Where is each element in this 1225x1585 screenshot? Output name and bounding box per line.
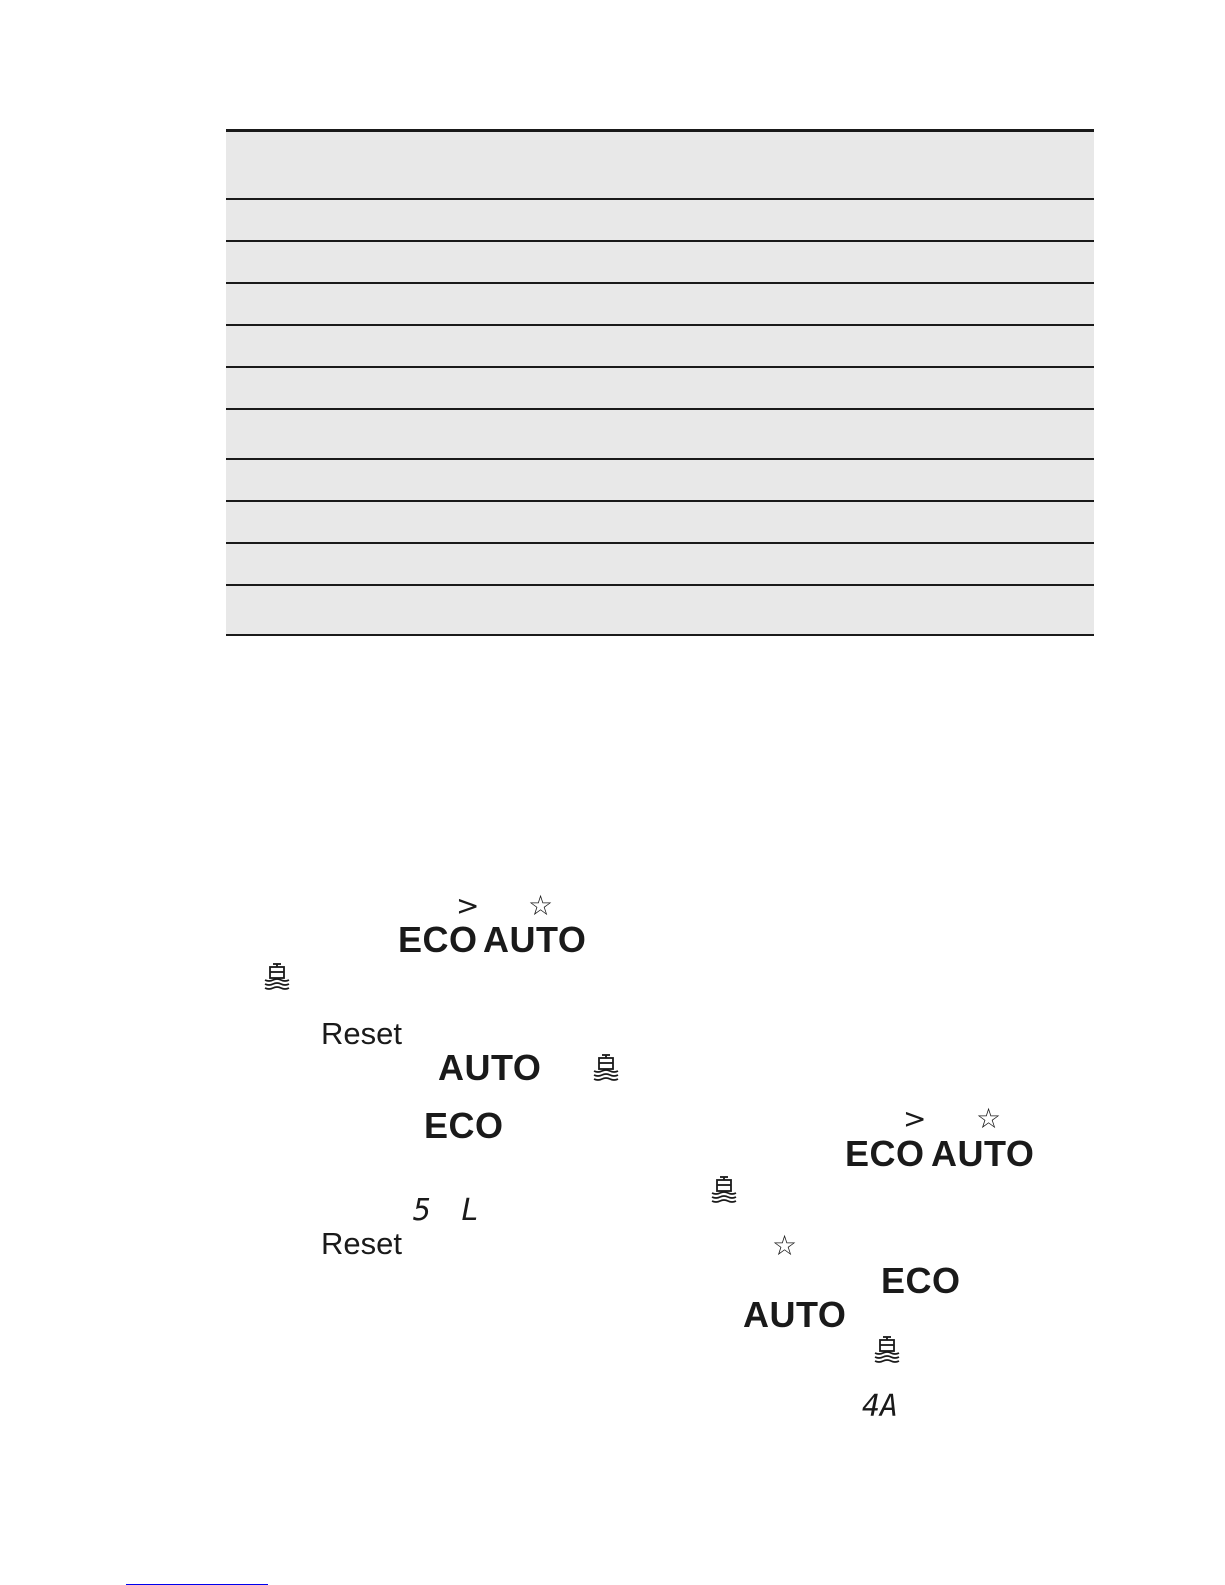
- star-icon: ☆: [772, 1229, 798, 1262]
- table-row: [226, 326, 1094, 368]
- star-icon: ☆: [976, 1102, 1002, 1135]
- table-row: [226, 460, 1094, 502]
- auto-label: AUTO: [931, 1133, 1035, 1174]
- table-row: [226, 410, 1094, 460]
- plate-rinse-icon: [710, 1175, 738, 1203]
- auto-label: AUTO: [743, 1294, 847, 1335]
- table-row: [226, 368, 1094, 410]
- reset-label: Reset: [321, 1226, 402, 1261]
- plate-rinse-icon: [263, 962, 291, 990]
- settings-table: [226, 129, 1094, 636]
- table-row: [226, 242, 1094, 284]
- eco-label: ECO: [881, 1260, 961, 1301]
- program-arrow-icon: >: [456, 889, 480, 922]
- eco-label: ECO: [845, 1133, 925, 1174]
- program-arrow-icon: >: [903, 1102, 927, 1135]
- table-row: [226, 502, 1094, 544]
- table-row: [226, 200, 1094, 242]
- eco-label: ECO: [398, 919, 478, 960]
- plate-rinse-icon: [873, 1335, 901, 1363]
- table-row: [226, 284, 1094, 326]
- auto-label: AUTO: [438, 1047, 542, 1088]
- star-icon: ☆: [528, 889, 554, 922]
- eco-label: ECO: [424, 1105, 504, 1146]
- display-code-4a: 4A: [862, 1389, 899, 1424]
- plate-rinse-icon: [592, 1053, 620, 1081]
- table-row: [226, 586, 1094, 636]
- table-row: [226, 544, 1094, 586]
- table-header-row: [226, 129, 1094, 200]
- reset-label: Reset: [321, 1016, 402, 1051]
- auto-label: AUTO: [483, 919, 587, 960]
- display-code-sl: 5 L: [413, 1193, 486, 1228]
